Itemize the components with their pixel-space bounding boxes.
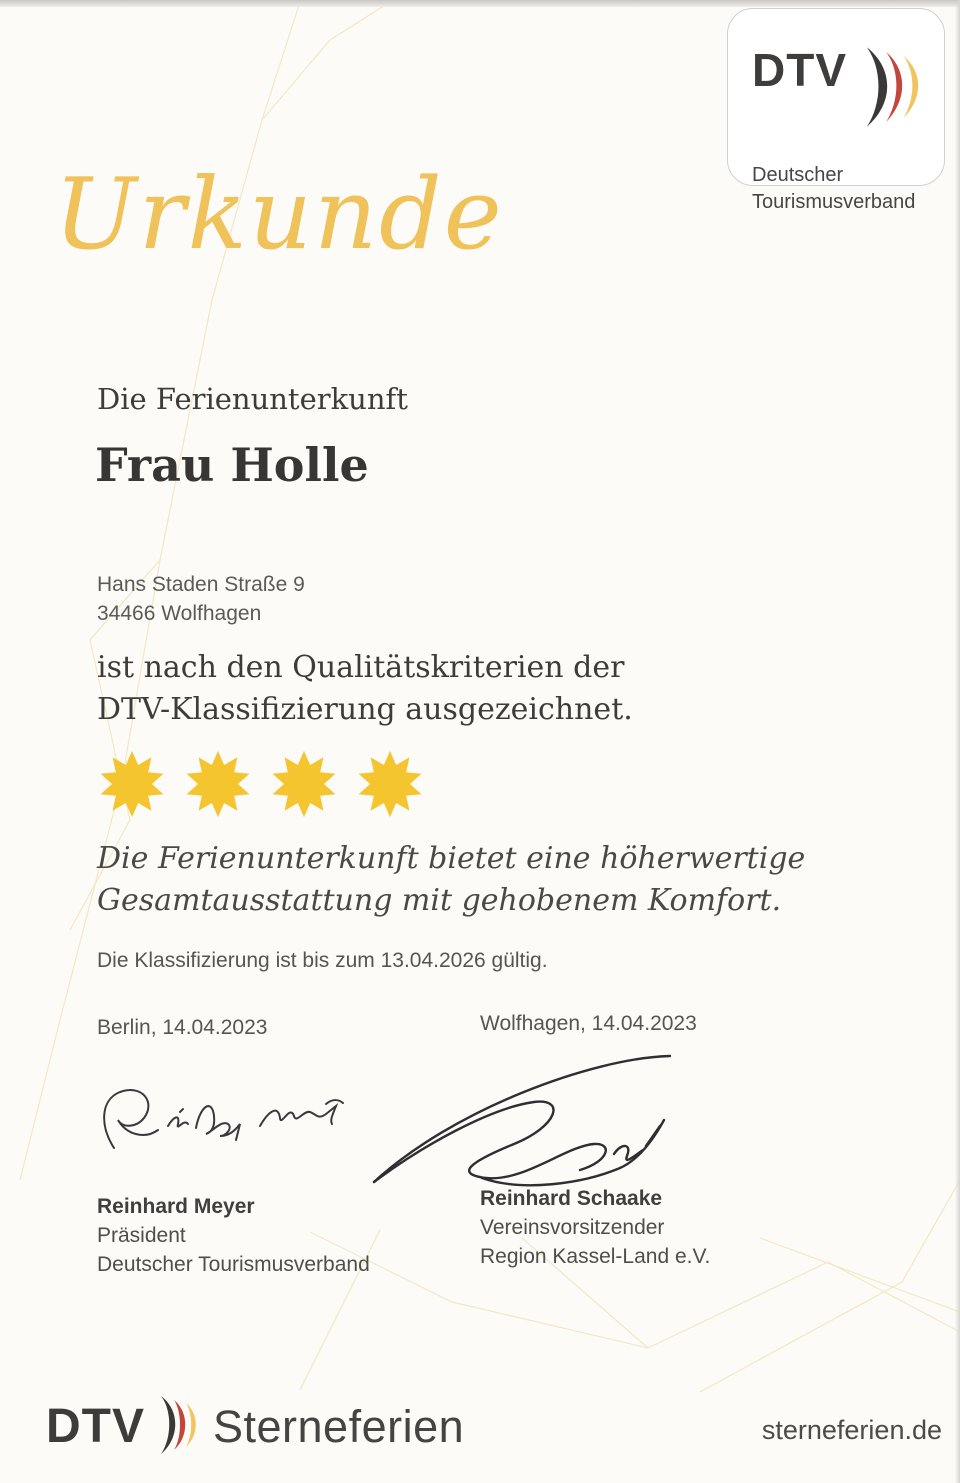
dtv-logo-badge bbox=[727, 8, 945, 213]
place-date-left: Berlin, 14.04.2023 bbox=[97, 1016, 268, 1039]
award-statement bbox=[97, 647, 633, 731]
star-icon bbox=[270, 750, 338, 818]
footer-chevrons-icon bbox=[157, 1394, 203, 1461]
signer-block-right bbox=[480, 1184, 710, 1271]
dtv-chevrons-icon bbox=[861, 43, 925, 136]
footer-brand-text: Sterneferien bbox=[213, 1400, 465, 1452]
signer-block-left bbox=[97, 1192, 370, 1279]
dtv-subtitle-line1: Deutscher bbox=[752, 164, 844, 186]
award-statement-line2: DTV-Klassifizierung ausgezeichnet. bbox=[97, 692, 633, 727]
dtv-subtitle-line2: Tourismusverband bbox=[752, 191, 916, 213]
description-line1: Die Ferienunterkunft bietet eine höherwertige bbox=[97, 841, 806, 876]
signature-reinhard-schaake bbox=[362, 1050, 692, 1205]
property-name: Frau Holle bbox=[95, 438, 369, 492]
signature-reinhard-meyer bbox=[92, 1068, 372, 1183]
validity-note: Die Klassifizierung ist bis zum 13.04.2026 gültig. bbox=[97, 949, 548, 972]
signer-org-left: Deutscher Tourismusverband bbox=[97, 1253, 370, 1276]
intro-label: Die Ferienunterkunft bbox=[97, 382, 408, 416]
scan-edge bbox=[0, 0, 960, 7]
classification-stars bbox=[98, 750, 424, 818]
signer-role-right: Vereinsvorsitzender bbox=[480, 1216, 665, 1239]
address-block bbox=[97, 570, 305, 628]
place-date-right: Wolfhagen, 14.04.2023 bbox=[480, 1012, 697, 1035]
signer-name-right: Reinhard Schaake bbox=[480, 1187, 663, 1210]
footer-logo bbox=[46, 1392, 464, 1461]
award-statement-line1: ist nach den Qualitätskriterien der bbox=[97, 650, 625, 685]
star-icon bbox=[98, 750, 166, 818]
star-icon bbox=[356, 750, 424, 818]
address-city: 34466 Wolfhagen bbox=[97, 602, 262, 625]
signer-name-left: Reinhard Meyer bbox=[97, 1195, 255, 1218]
signer-org-right: Region Kassel-Land e.V. bbox=[480, 1245, 711, 1268]
website-url: sterneferien.de bbox=[761, 1415, 942, 1445]
classification-description bbox=[97, 838, 805, 922]
footer-dtv-text: DTV bbox=[46, 1400, 145, 1453]
star-icon bbox=[184, 750, 252, 818]
description-line2: Gesamtausstattung mit gehobenem Komfort. bbox=[97, 883, 782, 918]
address-street: Hans Staden Straße 9 bbox=[97, 573, 305, 596]
certificate-title: Urkunde bbox=[54, 158, 504, 272]
dtv-logo-text: DTV bbox=[752, 44, 847, 96]
scan-edge bbox=[955, 0, 960, 1483]
signer-role-left: Präsident bbox=[97, 1224, 186, 1247]
